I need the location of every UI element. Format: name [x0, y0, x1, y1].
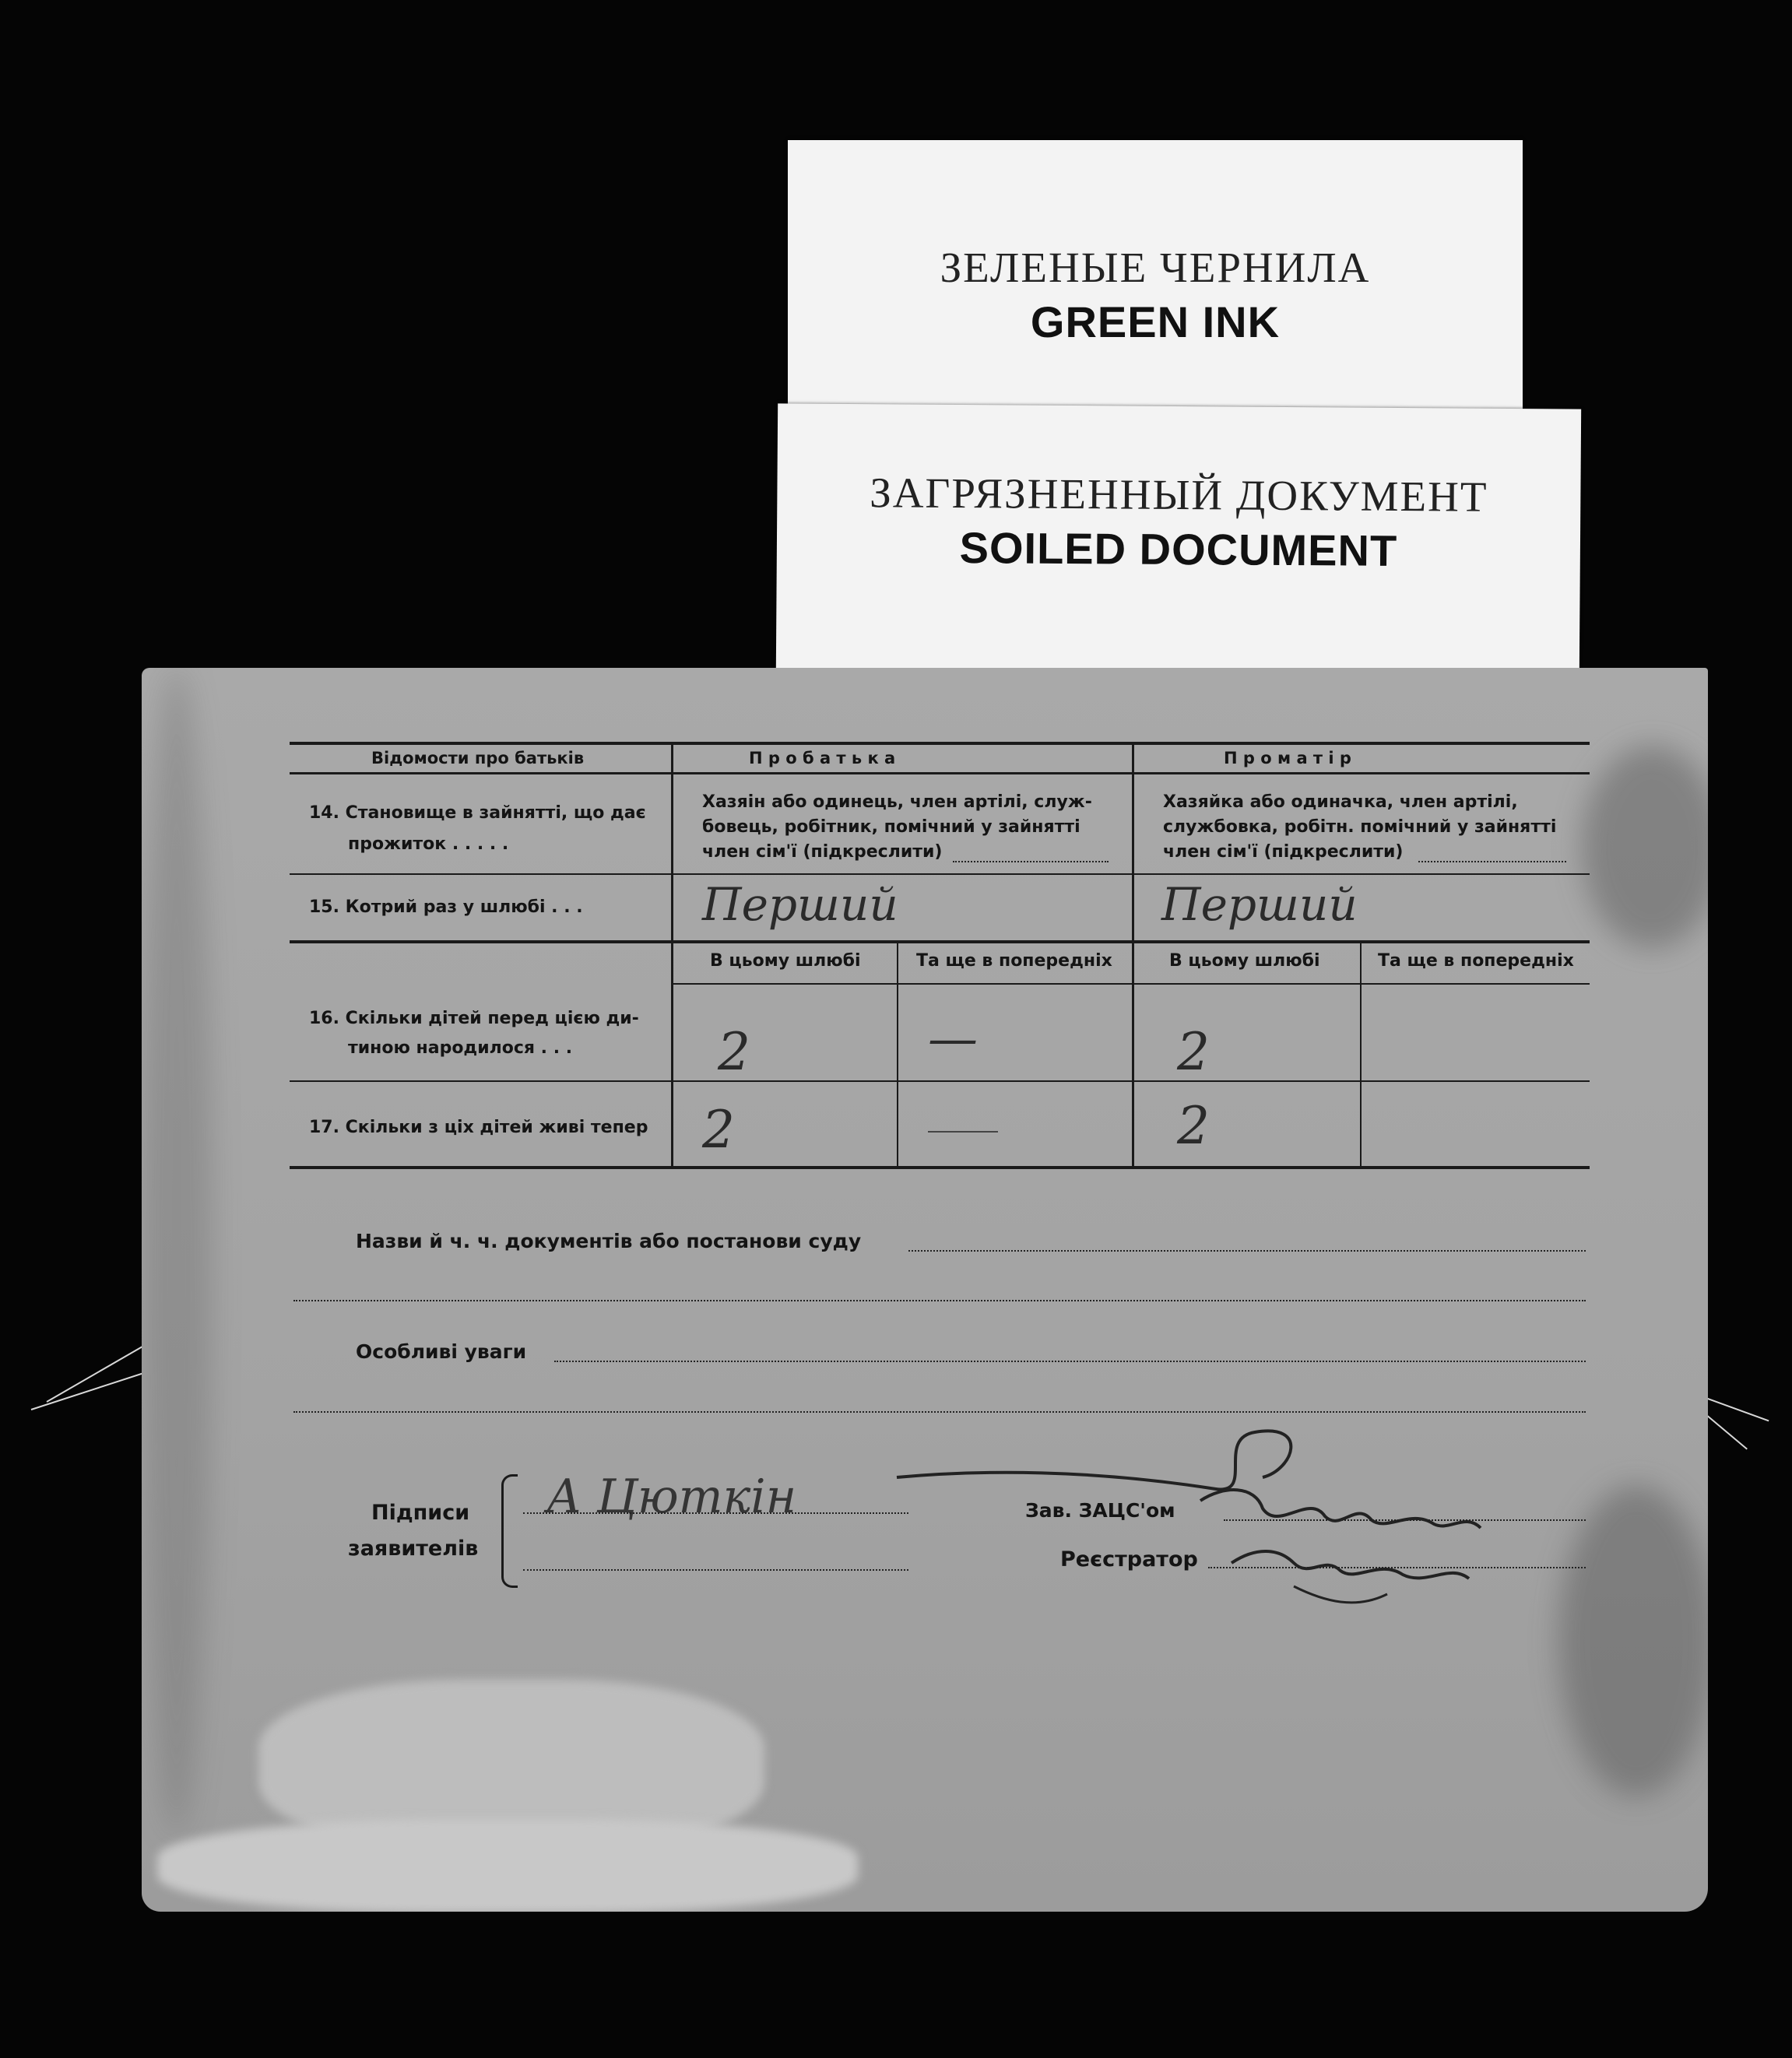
crumpled-area: [157, 1820, 858, 1912]
row14-father-line1: Хазяін або одинець, член артілі, служ-: [702, 792, 1092, 812]
subheader-mother-previous: Та ще в попередніх: [1378, 951, 1574, 971]
signatures-label-line2: заявителів: [348, 1536, 479, 1561]
row16-father-this-handwritten: 2: [718, 1022, 750, 1082]
birth-record-form: [142, 668, 1708, 1912]
header-parents-info: Відомости про батьків: [371, 749, 585, 767]
stain: [142, 668, 212, 1835]
row17-father-this-handwritten: 2: [702, 1100, 735, 1160]
stain: [1582, 746, 1708, 948]
row14-label-line2: прожиток . . . . .: [348, 834, 509, 854]
header-about-father: П р о б а т ь к а: [749, 749, 896, 767]
applicant-signature-handwritten: А Цюткін: [546, 1470, 797, 1524]
subheader-father-this-marriage: В цьому шлюбі: [710, 951, 861, 971]
row15-mother-handwritten: Перший: [1161, 878, 1358, 931]
soiled-en-text: SOILED DOCUMENT: [959, 523, 1398, 575]
signatures-label-line1: Підписи: [371, 1501, 470, 1525]
row16-mother-this-handwritten: 2: [1177, 1022, 1210, 1082]
green-ink-en-text: GREEN INK: [1030, 297, 1281, 346]
thread: [47, 1339, 156, 1403]
row14-mother-line2: службовка, робітн. помічний у зайнятті: [1163, 817, 1557, 837]
row14-mother-line3: член сім'ї (підкреслити): [1163, 842, 1404, 862]
official-signatures-scrawl: [889, 1415, 1543, 1633]
row14-father-line2: бовець, робітник, помічний у зайнятті: [702, 817, 1080, 837]
soiled-ru-text: ЗАГРЯЗНЕННЫЙ ДОКУМЕНТ: [870, 469, 1488, 521]
row16-label-line2: тиною народилося . . .: [348, 1038, 573, 1058]
documents-label: Назви й ч. ч. документів або постанови суду: [356, 1230, 862, 1252]
head-of-registry-label: Зав. ЗАЦС'ом: [1025, 1499, 1175, 1522]
subheader-mother-this-marriage: В цьому шлюбі: [1169, 951, 1320, 971]
stain: [1558, 1485, 1708, 1796]
registrar-label: Реєстратор: [1060, 1547, 1198, 1572]
green-ink-label-card: [788, 140, 1523, 436]
row15-father-handwritten: Перший: [702, 878, 898, 931]
soiled-document-label-card: [776, 403, 1581, 673]
header-about-mother: П р о м а т і р: [1224, 749, 1351, 767]
row14-father-line3: член сім'ї (підкреслити): [702, 842, 943, 862]
signatures-brace: [501, 1474, 518, 1588]
row14-label-line1: 14. Становище в зайнятті, що дає: [309, 803, 646, 823]
row16-father-prev-handwritten: —: [928, 1010, 978, 1068]
row17-mother-this-handwritten: 2: [1177, 1096, 1210, 1156]
row17-label: 17. Скільки з ціх дітей живі тепер: [309, 1118, 648, 1137]
row15-label: 15. Котрий раз у шлюбі . . .: [309, 897, 583, 917]
row16-label-line1: 16. Скільки дітей перед цією ди-: [309, 1009, 639, 1028]
row14-mother-line1: Хазяйка або одиначка, член артілі,: [1163, 792, 1518, 812]
subheader-father-previous: Та ще в попередніх: [916, 951, 1112, 971]
remarks-label: Особливі уваги: [356, 1340, 527, 1363]
green-ink-ru-text: ЗЕЛЕНЫЕ ЧЕРНИЛА: [940, 244, 1371, 291]
